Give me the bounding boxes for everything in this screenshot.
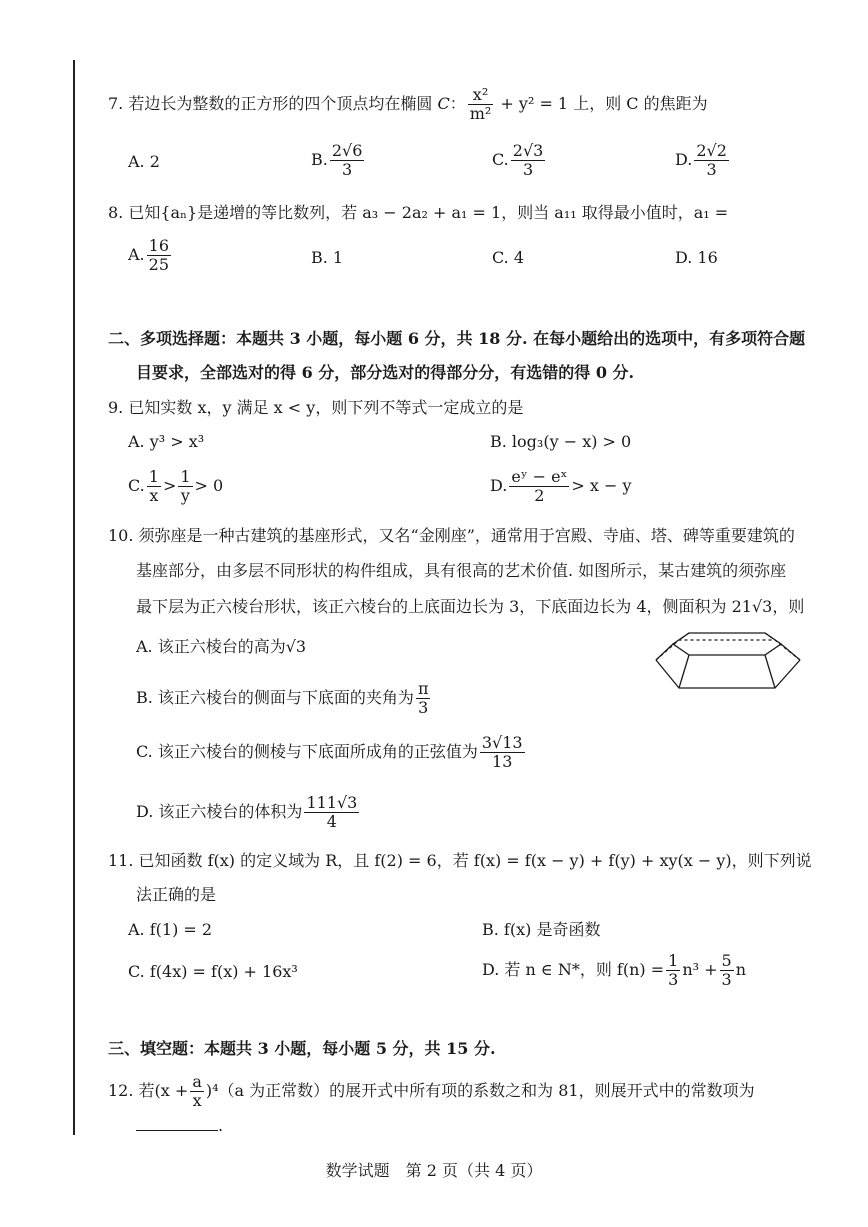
- frustum-lateral-edge: [679, 655, 689, 688]
- question-11-line-2: 法正确的是: [136, 885, 217, 904]
- q8-option-c: C. 4: [492, 248, 525, 267]
- q9-option-d-end: > x − y: [571, 476, 632, 495]
- q7-frac-num: x²: [468, 86, 494, 105]
- q11-option-b: B. f(x) 是奇函数: [482, 920, 601, 939]
- q8-option-a-den: 25: [148, 255, 169, 274]
- section-3-heading: 三、填空题：本题共 3 小题，每小题 5 分，共 15 分.: [108, 1039, 496, 1058]
- q9-option-d-num: eʸ − eˣ: [511, 467, 568, 486]
- q7-option-b: [311, 142, 366, 179]
- q9-option-c-num1: 1: [148, 467, 159, 486]
- q9-option-c: [128, 468, 223, 505]
- q11-option-c: C. f(4x) = f(x) + 16x³: [128, 962, 298, 981]
- q10-option-a: A. 该正六棱台的高为√3: [136, 637, 307, 656]
- q8-option-a: [128, 237, 173, 274]
- q8-option-b: B. 1: [311, 248, 344, 267]
- q7-frac-den: m²: [469, 104, 492, 123]
- q11-option-d-text: D. 若 n ∈ N*，则 f(n) =: [482, 960, 665, 979]
- q7-fraction: [468, 86, 494, 123]
- q9-option-d: [490, 468, 632, 505]
- q7-curve: C: [437, 94, 450, 113]
- q10-option-c-text: C. 该正六棱台的侧棱与下底面所成角的正弦值为: [136, 742, 478, 761]
- q11-option-d-num2: 5: [721, 951, 732, 970]
- q9-option-c-den2: y: [180, 486, 190, 505]
- q12-prefix: 12. 若: [108, 1081, 155, 1100]
- question-7: 7. 若边长为整数的正方形的四个顶点均在椭圆 C： $\frac{\text{x²}}{\text{m²}}$ + y² = 1 上，则 C 的焦距为: [108, 85, 708, 123]
- hexagonal-frustum-figure: [653, 630, 803, 696]
- q7-option-d-den: 3: [706, 160, 717, 179]
- q11-option-d-mid: n³ +: [682, 960, 718, 979]
- q10-option-d-num: 111√3: [306, 793, 358, 812]
- q12-rest: （a 为正常数）的展开式中所有项的系数之和为 81，则展开式中的常数项为: [218, 1081, 755, 1100]
- section-2-heading-cont: 目要求，全部选对的得 6 分，部分选对的得部分分，有选错的得 0 分.: [136, 363, 635, 382]
- q9-option-c-num2: 1: [180, 467, 191, 486]
- q7-option-c-num: 2√3: [512, 141, 544, 160]
- q11-option-d-num1: 1: [668, 951, 679, 970]
- q11-option-d-end: n: [735, 960, 747, 979]
- q10-option-b-den: 3: [418, 698, 429, 717]
- frustum-lateral-edge: [656, 644, 673, 660]
- q9-option-a: A. y³ > x³: [128, 432, 205, 451]
- frustum-bottom-front-edges: [656, 660, 800, 688]
- q7-option-d-num: 2√2: [696, 141, 727, 160]
- q7-option-b-den: 3: [342, 160, 353, 179]
- q10-option-b-num: π: [417, 679, 429, 698]
- q8-option-d: D. 16: [675, 248, 718, 267]
- q12-paren-close: )⁴: [205, 1081, 219, 1100]
- q9-option-c-den1: x: [149, 486, 159, 505]
- q10-option-d: [136, 794, 361, 831]
- question-10-line-2: 基座部分，由多层不同形状的构件组成，具有很高的艺术价值. 如图所示，某古建筑的须弥座: [136, 561, 787, 580]
- q10-option-c: [136, 734, 527, 771]
- q12-frac-num: a: [192, 1072, 202, 1091]
- q11-option-d-den2: 3: [721, 970, 732, 989]
- q12-frac-den: x: [192, 1091, 202, 1110]
- q9-option-b: B. log₃(y − x) > 0: [490, 432, 632, 451]
- question-10: 10. 须弥座是一种古建筑的基座形式，又名“金刚座”，通常用于宫殿、寺庙、塔、碑等重要建筑的: [108, 526, 795, 545]
- question-8: 8. 已知{aₙ}是递增的等比数列，若 a₃ − 2a₂ + a₁ = 1，则当 a₁₁ 取得最小值时，a₁ =: [108, 203, 729, 222]
- q7-option-d: [675, 142, 731, 179]
- q9-option-c-mid: >: [162, 476, 177, 495]
- q7-option-b-num: 2√6: [331, 141, 363, 160]
- q10-option-c-num: 3√13: [481, 733, 523, 752]
- q12-end: .: [218, 1116, 224, 1135]
- q10-option-d-den: 4: [326, 812, 337, 831]
- q7-option-a: A. 2: [128, 152, 160, 171]
- question-12: [108, 1073, 755, 1110]
- q12-answer-line: [136, 1116, 223, 1136]
- answer-blank[interactable]: [136, 1116, 218, 1131]
- q7-option-d-label: D.: [675, 150, 693, 169]
- binding-margin-line: [73, 60, 75, 1135]
- question-9: 9. 已知实数 x，y 满足 x < y，则下列不等式一定成立的是: [108, 398, 524, 417]
- q10-option-b: [136, 680, 432, 717]
- question-11: 11. 已知函数 f(x) 的定义域为 R，且 f(2) = 6，若 f(x) = f(x − y) + f(y) + xy(x − y)，则下列说: [108, 851, 812, 870]
- q7-prefix: 7. 若边长为整数的正方形的四个顶点均在椭圆: [108, 94, 433, 113]
- q10-option-c-den: 13: [492, 752, 513, 771]
- q8-option-a-num: 16: [148, 236, 169, 255]
- q11-option-d: [482, 952, 746, 989]
- q11-option-a: A. f(1) = 2: [128, 920, 213, 939]
- q11-option-d-den1: 3: [668, 970, 679, 989]
- q9-option-c-label: C.: [128, 476, 145, 495]
- q8-option-a-label: A.: [128, 245, 145, 264]
- q7-option-c-den: 3: [522, 160, 534, 179]
- frustum-lateral-edge: [765, 655, 775, 688]
- frustum-top-face: [673, 633, 781, 655]
- q7-option-b-label: B.: [311, 150, 328, 169]
- q9-option-c-end: > 0: [194, 476, 224, 495]
- q10-option-b-text: B. 该正六棱台的侧面与下底面的夹角为: [136, 688, 414, 707]
- frustum-lateral-edge: [781, 644, 800, 660]
- q7-option-c-label: C.: [492, 150, 509, 169]
- q9-option-d-label: D.: [490, 476, 508, 495]
- page-footer: 数学试题 第 2 页（共 4 页）: [325, 1161, 543, 1180]
- q7-rest: + y² = 1 上，则 C 的焦距为: [500, 94, 708, 113]
- question-10-line-3: 最下层为正六棱台形状，该正六棱台的上底面边长为 3，下底面边长为 4，侧面积为 21√3，则: [136, 597, 805, 616]
- q10-option-d-text: D. 该正六棱台的体积为: [136, 802, 303, 821]
- section-2-heading: 二、多项选择题：本题共 3 小题，每小题 6 分，共 18 分. 在每小题给出的选项中，有多项符合题: [108, 329, 806, 348]
- q7-option-c: [492, 142, 547, 179]
- q9-option-d-den: 2: [534, 486, 545, 505]
- q12-paren-open: (x +: [154, 1081, 189, 1100]
